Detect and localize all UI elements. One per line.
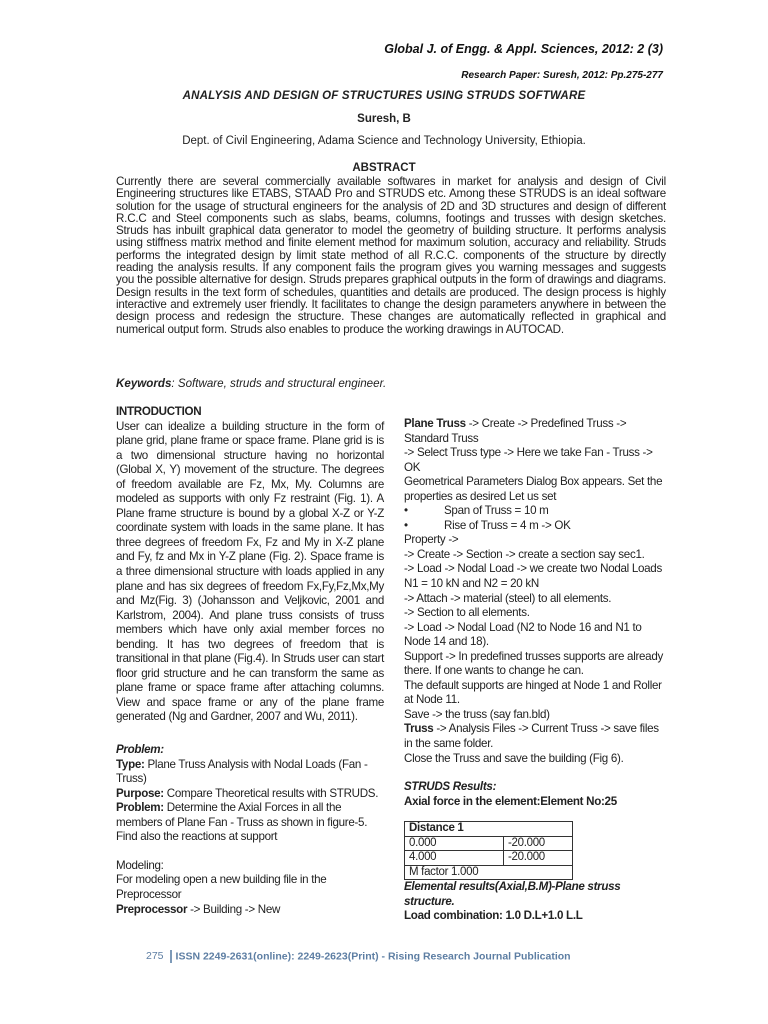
type-line bbox=[116, 758, 384, 787]
create-section-line: -> Create -> Section -> create a section say sec1. bbox=[404, 547, 645, 561]
table-row bbox=[405, 836, 573, 851]
problem-text: Determine the Axial Forces in all the members of Plane Fan - Truss as shown in figure-5. Find also the reactions at support bbox=[116, 801, 368, 844]
journal-citation: Global J. of Engg. & Appl. Sciences, 2012: 2 (3) bbox=[384, 42, 663, 56]
footer-issn: ISSN 2249-2631(online): 2249-2623(Print) - Rising Research Journal Publication bbox=[175, 950, 571, 963]
purpose-line bbox=[116, 787, 384, 802]
type-label: Type: bbox=[116, 757, 145, 771]
table-header-row bbox=[405, 822, 573, 837]
table-cell: -20.000 bbox=[504, 836, 573, 851]
bullet-span-text: Span of Truss = 10 m bbox=[444, 504, 549, 518]
page-number: 275 bbox=[146, 950, 164, 963]
close-line: Close the Truss and save the building (Fig 6). bbox=[404, 751, 624, 765]
purpose-text: Compare Theoretical results with STRUDS. bbox=[166, 786, 379, 800]
keywords-label: Keywords bbox=[116, 377, 172, 390]
paper-title: ANALYSIS AND DESIGN OF STRUCTURES USING STRUDS SOFTWARE bbox=[182, 90, 586, 102]
property-line: Property -> bbox=[404, 533, 459, 547]
type-text: Plane Truss Analysis with Nodal Loads (Fan - Truss) bbox=[116, 757, 368, 786]
elemental-results: Elemental results(Axial,B.M)-Plane struss structure. bbox=[404, 880, 621, 908]
author: Suresh, B bbox=[357, 113, 411, 125]
save-line: Save -> the truss (say fan.bld) bbox=[404, 707, 550, 721]
struds-results-heading: STRUDS Results: bbox=[404, 780, 497, 794]
table-cell: 4.000 bbox=[405, 851, 504, 866]
table-row bbox=[405, 865, 573, 880]
keywords bbox=[116, 377, 666, 390]
select-truss-line: -> Select Truss type -> Here we take Fan - Truss -> OK bbox=[404, 446, 653, 474]
preprocessor-line bbox=[116, 903, 384, 918]
table-cell: 0.000 bbox=[405, 836, 504, 851]
research-paper-line: Research Paper: Suresh, 2012: Pp.275-277 bbox=[461, 70, 663, 81]
modeling-text: For modeling open a new building file in the Preprocessor bbox=[116, 873, 327, 901]
left-column bbox=[116, 405, 384, 917]
truss-line bbox=[404, 722, 668, 751]
affiliation: Dept. of Civil Engineering, Adama Science and Technology University, Ethiopia. bbox=[182, 135, 586, 147]
plane-truss-text: -> Create -> Predefined Truss -> Standard Truss bbox=[404, 417, 627, 445]
introduction-heading: INTRODUCTION bbox=[116, 405, 202, 418]
abstract-text: Currently there are several commercially available softwares in market for analysis and design of Civil Engineering structures like ETABS, STAAD Pro and STRUDS etc. Among these STRUDS is an ideal software solution for the usage of structural engineers for the analysis of 2D and 3D structures and design of different R.C.C and Steel components such as slabs, beams, columns, footings and trusses with design sketches. Struds has inbuilt graphical data generator to model the geometry of building structure. It performs analysis using stiffness matrix method and finite element method for maximum solution, accuracy and reliability. Struds performs the integrated design by limit state method of all R.C.C. components of the structure by directly reading the analysis results. If any component fails the program gives you warning messages and suggests you the possible alternative for design. Struds prepares graphical outputs in the form of drawings and diagrams. Design results in the text form of schedules, quantities and details are produced. The design process is highly interactive and extremely user friendly. It facilitates to change the design parameters anywhere in between the design process and redesign the structure. These changes are automatically reflected in graphical and numerical output form. Struds also enables to produce the working drawings in AUTOCAD. bbox=[116, 175, 666, 336]
truss-label: Truss bbox=[404, 722, 434, 736]
table-header: Distance 1 bbox=[405, 822, 573, 837]
truss-text: -> Analysis Files -> Current Truss -> save files in the same folder. bbox=[404, 722, 659, 751]
modeling-label: Modeling: bbox=[116, 858, 164, 872]
plane-truss-line bbox=[404, 417, 668, 446]
purpose-label: Purpose: bbox=[116, 786, 164, 800]
section-all-line: -> Section to all elements. bbox=[404, 606, 530, 620]
plane-truss-label: Plane Truss bbox=[404, 417, 466, 430]
table-mfactor: M factor 1.000 bbox=[405, 865, 573, 880]
abstract-heading: ABSTRACT bbox=[352, 162, 416, 174]
table-cell: -20.000 bbox=[504, 851, 573, 866]
bullet-rise: • Rise of Truss = 4 m -> OK bbox=[404, 518, 571, 532]
n-values-line: N1 = 10 kN and N2 = 20 kN bbox=[404, 577, 539, 591]
problem-line bbox=[116, 801, 384, 845]
geometry-line: Geometrical Parameters Dialog Box appears. Set the properties as desired Let us set bbox=[404, 475, 663, 503]
load-nodal-line: -> Load -> Nodal Load -> we create two Nodal Loads bbox=[404, 562, 662, 576]
attach-line: -> Attach -> material (steel) to all elements. bbox=[404, 591, 612, 605]
introduction-text: User can idealize a building structure in the form of plane grid, plane frame or space frame. Plane grid is is a two dimensional structure having no horizontal (Global X, Y) movement of the structure. The degrees of freedom available are Fz, Mx, My. Columns are modeled as supports with only Fz restraint (Fig. 1). A Plane frame structure is bound by a global X-Z or Y-Z coordinate system with loads in the same plane. It has three degrees of freedom Fx, Fz and My in X-Z plane and Fy, fz and Mx in Y-Z plane (Fig. 2). Space frame is a three dimensional structure with loads applied in any plane and has six degrees of freedom Fx,Fy,Fz,Mx,My and Mz(Fig. 3) (Johansson and Veljkovic, 2001 and Karlstrom, 2004). And plane truss consists of truss members which have only axial member forces no bending. It has two degrees of freedom that is transitional in that plane (Fig.4). In Struds user can start floor grid structure and he can transform the same as plane frame or space frame after attaching columns. View and space frame or any of the plane frame generated (Ng and Gardner, 2007 and Wu, 2011). bbox=[116, 419, 384, 724]
distance-table bbox=[404, 821, 573, 880]
bullet-span: • Span of Truss = 10 m bbox=[404, 504, 549, 518]
load-nodes-line: -> Load -> Nodal Load (N2 to Node 16 and N1 to Node 14 and 18). bbox=[404, 620, 642, 649]
default-support-line: The default supports are hinged at Node 1 and Roller at Node 11. bbox=[404, 678, 662, 707]
preprocessor-label: Preprocessor bbox=[116, 902, 188, 916]
keywords-text: : Software, struds and structural engineer. bbox=[171, 377, 387, 390]
page-footer bbox=[146, 950, 571, 963]
axial-force-heading: Axial force in the element:Element No:25 bbox=[404, 794, 617, 808]
load-combination: Load combination: 1.0 D.L+1.0 L.L bbox=[404, 909, 583, 923]
problem-heading: Problem: bbox=[116, 743, 164, 757]
right-column bbox=[404, 417, 668, 924]
footer-separator bbox=[170, 950, 172, 963]
problem-label: Problem: bbox=[116, 801, 164, 815]
bullet-rise-text: Rise of Truss = 4 m -> OK bbox=[444, 518, 571, 532]
table-row bbox=[405, 851, 573, 866]
preprocessor-text: -> Building -> New bbox=[190, 902, 281, 916]
support-line: Support -> In predefined trusses supports are already there. If one wants to change he can. bbox=[404, 649, 663, 678]
